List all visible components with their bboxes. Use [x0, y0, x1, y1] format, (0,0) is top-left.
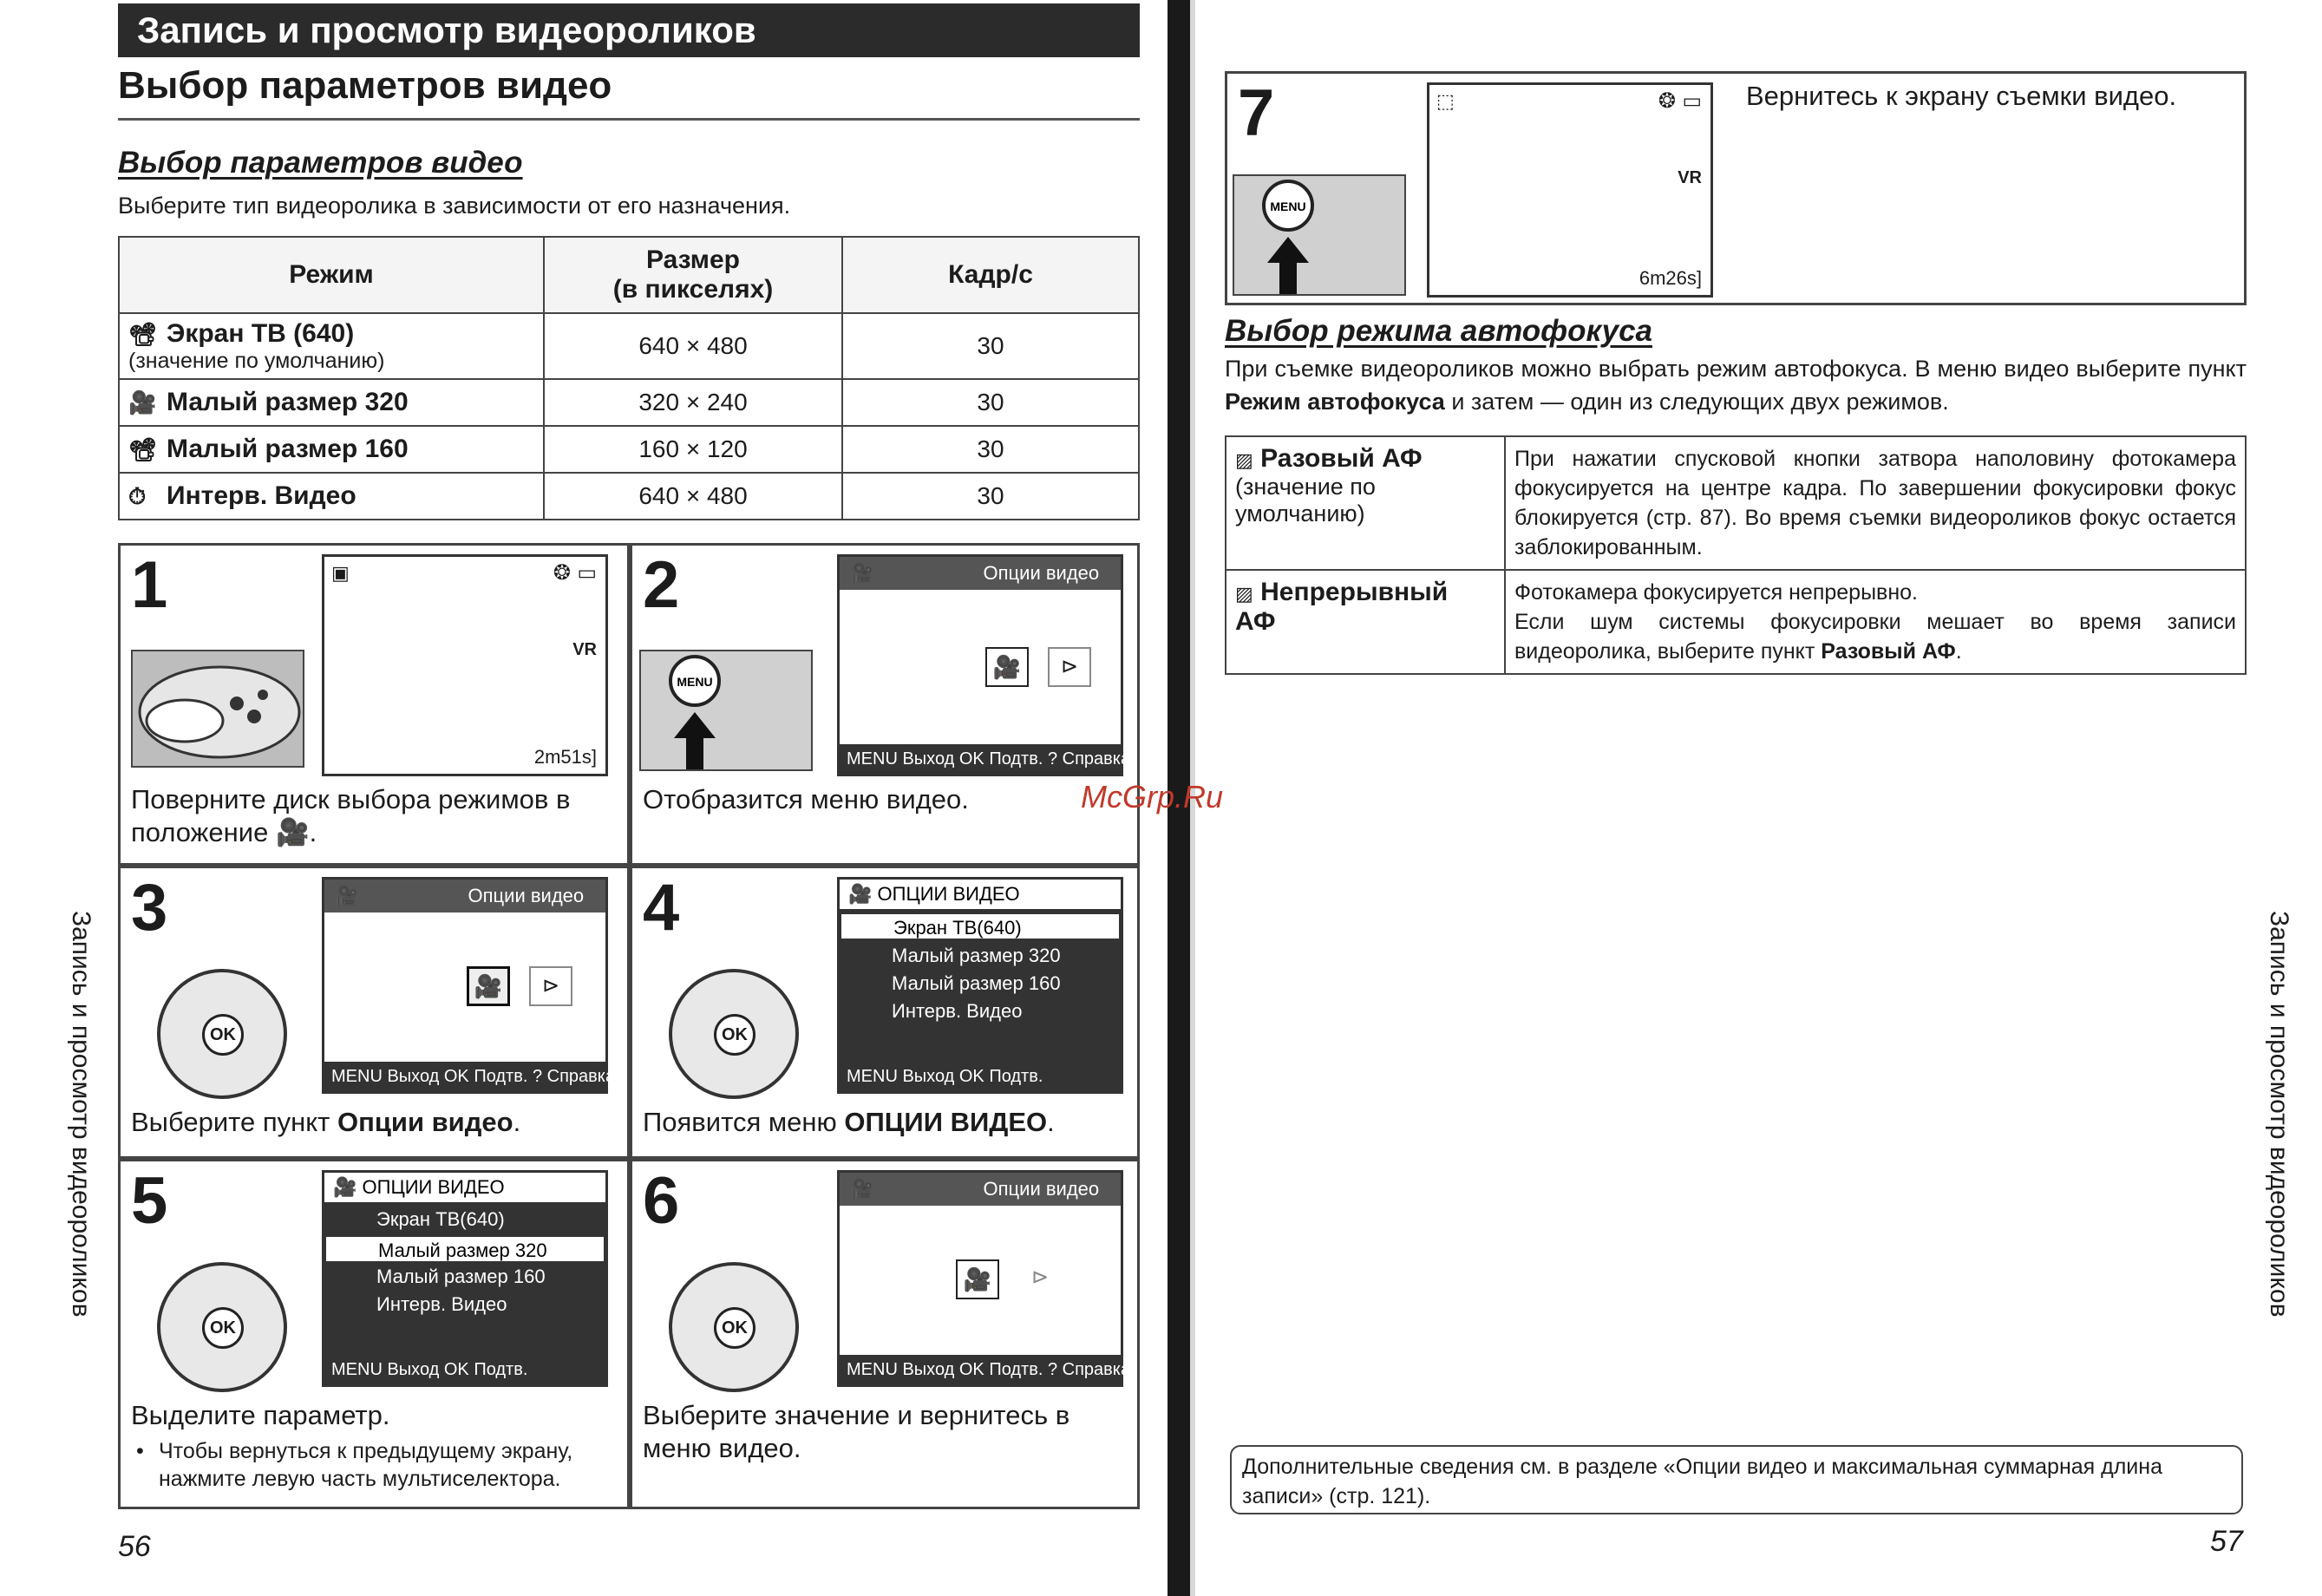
menu-button-icon — [1234, 176, 1408, 298]
table-row — [119, 379, 1139, 426]
step-4-bold: ОПЦИИ ВИДЕО — [844, 1107, 1048, 1137]
col-header-fps: Кадр/с — [842, 237, 1139, 313]
ok-button-icon: OK — [202, 1014, 244, 1056]
footer-confirm: Подтв. — [989, 749, 1043, 769]
menu-footer — [324, 1355, 605, 1384]
bullet-text: Чтобы вернуться к предыдущему экрану, нажмите левую часть мультиселектора. — [159, 1439, 573, 1491]
page-title: Выбор параметров видео — [118, 64, 612, 107]
col-header-mode: Режим — [119, 237, 544, 313]
menu-footer — [840, 1355, 1131, 1384]
step-number: 7 — [1238, 76, 1275, 150]
multi-selector-icon — [157, 969, 287, 1099]
step-text: Вернитесь к экрану съемки видео. — [1746, 81, 2177, 111]
menu-footer — [840, 1062, 1121, 1091]
table-row — [119, 426, 1139, 473]
footer-help: Справка — [1062, 749, 1131, 769]
footer-help: Справка — [546, 1067, 616, 1086]
mode-cell — [119, 379, 544, 426]
mode-label: Малый размер 160 — [167, 435, 409, 463]
menu-header — [840, 1173, 1121, 1206]
table-row — [1226, 436, 2246, 570]
menu-item-small160[interactable]: Малый размер 160 — [892, 972, 1061, 994]
movie-mode-icon: ▣ — [331, 562, 350, 584]
movie-icon: 🎥 — [850, 1178, 874, 1200]
table-row — [119, 313, 1139, 379]
note-box — [1230, 1445, 2243, 1514]
remaining-time: 6m26s] — [1638, 267, 1702, 289]
mode-label: Малый размер 320 — [167, 388, 409, 416]
af-mode-cell — [1226, 570, 1505, 674]
step-number: 1 — [131, 548, 168, 622]
svg-text:MENU: MENU — [1270, 200, 1306, 213]
table-header-row — [119, 237, 1139, 313]
title-rule — [118, 118, 1140, 121]
footer-exit: Выход — [387, 1067, 440, 1086]
camera-lcd-screen — [322, 554, 608, 776]
menu-item-small320[interactable]: Малый размер 320 — [892, 945, 1061, 966]
small-lp-movie-icon: 📽 — [128, 436, 158, 462]
section-intro: Выберите тип видеоролика в зависимости от его назначения. — [118, 193, 791, 219]
camera-lcd-screen — [1427, 82, 1713, 298]
footer-exit: Выход — [902, 749, 955, 769]
small-movie-icon: 🎥 — [128, 389, 157, 415]
video-options-menu — [322, 1170, 608, 1387]
remaining-time: 2m51s] — [533, 746, 597, 768]
menu-title: Опции видео — [468, 885, 585, 906]
video-menu-screen — [837, 554, 1131, 776]
ok-button-icon: OK — [714, 1307, 755, 1349]
menu-header: 🎥 ОПЦИИ ВИДЕО — [840, 880, 1121, 909]
step-bullet — [133, 1437, 615, 1493]
step-4-tail: . — [1047, 1107, 1055, 1137]
single-af-icon: ▨ — [1235, 449, 1253, 471]
size-cell: 640 × 480 — [544, 313, 842, 379]
footer-ok-key: OK — [958, 1360, 984, 1379]
fps-cell: 30 — [842, 426, 1139, 473]
menu-footer — [840, 744, 1131, 774]
frame-icon: ⬚ — [1436, 90, 1455, 112]
page-number-left: 56 — [118, 1530, 151, 1563]
video-menu-screen — [322, 877, 616, 1094]
menu-header — [324, 880, 605, 912]
step-text: Поверните диск выбора режимов в положение 🎥. — [131, 784, 571, 847]
step-3 — [118, 866, 630, 1159]
col-header-size: Размер (в пикселях) — [544, 237, 842, 313]
step-3-bold: Опции видео — [337, 1107, 513, 1137]
step-number: 4 — [643, 871, 680, 945]
intro-bold: Режим автофокуса — [1225, 389, 1445, 415]
video-modes-table — [118, 236, 1140, 520]
table-row — [1226, 570, 2246, 674]
movie-mode-icon: 🎥 — [275, 817, 310, 847]
menu-item-tv640[interactable]: Экран ТВ(640) — [840, 912, 1121, 940]
step-number: 2 — [643, 548, 680, 622]
step-7 — [1225, 71, 2247, 305]
footer-ok-key: OK — [958, 749, 984, 769]
menu-title: Опции видео — [983, 562, 1100, 584]
multi-selector-icon — [157, 1262, 287, 1392]
af-mode-note: (значение по умолчанию) — [1235, 474, 1376, 527]
af-mode-icon[interactable]: ⊳ — [529, 966, 572, 1006]
af-mode-icon[interactable]: ⊳ — [1030, 1266, 1050, 1289]
full-time-af-icon: ▨ — [1235, 583, 1253, 605]
menu-title: ОПЦИИ ВИДЕО — [877, 883, 1020, 905]
fps-cell: 30 — [842, 473, 1139, 520]
desc-line-1: Фотокамера фокусируется непрерывно. — [1514, 580, 1918, 605]
step-number: 3 — [131, 871, 168, 945]
section-heading-af-mode: Выбор режима автофокуса — [1225, 314, 1653, 348]
size-cell: 160 × 120 — [544, 426, 842, 473]
ok-button-icon: OK — [714, 1014, 755, 1056]
mode-dial-photo — [131, 650, 304, 768]
side-tab-label-left: Запись и просмотр видеороликов — [67, 911, 95, 1318]
camera-buttons-photo — [639, 650, 813, 771]
step-1-text: Поверните диск выбора режимов в положение — [131, 784, 571, 847]
af-mode-label: Непрерывный АФ — [1235, 578, 1449, 636]
af-mode-desc: При нажатии спусковой кнопки затвора наполовину фотокамера фокусируется на центре кадра. По завершении фокусировки фокус блокируется (стр. 87). Во время съемки видеороликов фокус остается заблокированным. — [1505, 436, 2246, 570]
camera-buttons-photo — [1233, 174, 1406, 296]
footer-ok-key: OK — [443, 1360, 469, 1379]
section-heading-video-options: Выбор параметров видео — [118, 146, 523, 180]
step-5 — [118, 1159, 630, 1509]
mode-cell — [119, 426, 544, 473]
movie-options-icon[interactable]: 🎥 — [985, 647, 1029, 687]
intro-text: При съемке видеороликов можно выбрать режим автофокуса. В меню видео выберите пункт — [1225, 356, 2247, 382]
intro-text-tail: и затем — один из следующих двух режимов. — [1444, 389, 1949, 415]
movie-icon: 🎥 — [335, 885, 359, 906]
help-icon: ? — [532, 1067, 543, 1086]
footer-confirm: Подтв. — [474, 1360, 528, 1379]
tv-movie-icon: 📽 — [128, 320, 158, 347]
card-icon: ▭ — [577, 561, 597, 585]
menu-item-timelapse[interactable]: Интерв. Видео — [376, 1293, 507, 1315]
chapter-title: Запись и просмотр видеороликов — [118, 3, 1140, 57]
mode-label: Экран ТВ (640) — [167, 318, 355, 348]
step-number: 6 — [643, 1164, 680, 1238]
step-3-text: Выберите пункт — [131, 1107, 337, 1137]
step-4-text: Появится меню — [643, 1107, 845, 1137]
desc-line-2: Если шум системы фокусировки мешает во время записи видеоролика, выберите пункт — [1514, 610, 2236, 664]
footer-menu-key: MENU — [847, 1360, 898, 1379]
footer-exit: Выход — [902, 1360, 955, 1379]
step-text: Отобразится меню видео. — [643, 784, 969, 814]
footer-menu-key: MENU — [847, 1067, 898, 1086]
menu-item-small160[interactable]: Малый размер 160 — [376, 1266, 546, 1287]
menu-title: Опции видео — [983, 1178, 1100, 1200]
af-modes-table — [1225, 435, 2247, 675]
step-1 — [118, 543, 630, 866]
mode-note: (значение по умолчанию) — [128, 348, 385, 373]
menu-item-timelapse[interactable]: Интерв. Видео — [892, 1000, 1023, 1022]
menu-item-small320[interactable]: Малый размер 320 — [324, 1235, 605, 1263]
svg-text:MENU: MENU — [677, 675, 713, 689]
af-icon: ❂ — [553, 561, 571, 585]
mode-label: Интерв. Видео — [167, 481, 356, 510]
size-cell: 320 × 240 — [544, 379, 842, 426]
movie-options-icon[interactable]: 🎥 — [956, 1259, 999, 1299]
footer-help: Справка — [1062, 1360, 1131, 1379]
movie-icon: 🎥 — [850, 562, 874, 584]
step-3-tail: . — [513, 1107, 521, 1137]
vr-icon: VR — [1678, 168, 1702, 187]
menu-footer — [324, 1062, 616, 1091]
video-menu-screen — [837, 1170, 1131, 1387]
vr-icon: VR — [572, 640, 597, 659]
help-icon: ? — [1047, 749, 1058, 769]
watermark: McGrp.Ru — [1081, 779, 1224, 814]
footer-menu-key: MENU — [331, 1360, 383, 1379]
time-lapse-movie-icon: ⏱ — [128, 483, 147, 509]
card-icon: ▭ — [1682, 89, 1702, 113]
step-2 — [630, 543, 1140, 866]
ok-button-icon: OK — [202, 1307, 244, 1349]
side-tab-label-right: Запись и просмотр видеороликов — [2265, 911, 2293, 1318]
desc-tail: . — [1955, 639, 1962, 664]
step-text — [643, 1106, 1128, 1139]
help-icon: ? — [1047, 1360, 1058, 1379]
mode-cell — [119, 313, 544, 379]
footer-confirm: Подтв. — [989, 1360, 1043, 1379]
movie-options-icon[interactable]: 🎥 — [467, 966, 510, 1006]
af-mode-desc — [1505, 570, 2246, 674]
af-icon: ❂ — [1658, 89, 1676, 113]
mode-dial-icon — [133, 651, 306, 769]
footer-menu-key: MENU — [331, 1067, 383, 1086]
af-section-intro — [1225, 352, 2247, 418]
af-mode-icon[interactable]: ⊳ — [1048, 647, 1091, 687]
footer-exit: Выход — [387, 1360, 440, 1379]
menu-header: 🎥 ОПЦИИ ВИДЕО — [324, 1173, 605, 1202]
video-options-menu — [837, 877, 1123, 1094]
multi-selector-icon — [669, 1262, 799, 1392]
footer-confirm: Подтв. — [989, 1067, 1043, 1086]
footer-menu-key: MENU — [847, 749, 898, 769]
page-number-right: 57 — [2210, 1525, 2243, 1558]
step-number: 5 — [131, 1164, 168, 1238]
fps-cell: 30 — [842, 313, 1139, 379]
footer-confirm: Подтв. — [474, 1067, 528, 1086]
af-mode-label: Разовый АФ — [1260, 444, 1423, 473]
af-mode-cell — [1226, 436, 1505, 570]
step-4 — [630, 866, 1140, 1159]
step-text — [131, 1106, 617, 1139]
size-cell: 640 × 480 — [544, 473, 842, 520]
step-6 — [630, 1159, 1140, 1509]
footer-ok-key: OK — [443, 1067, 469, 1086]
table-row — [119, 473, 1139, 520]
multi-selector-icon — [669, 969, 799, 1099]
menu-header — [840, 557, 1121, 590]
menu-title: ОПЦИИ ВИДЕО — [362, 1176, 505, 1198]
footer-ok-key: OK — [958, 1067, 984, 1086]
step-text: Выделите параметр. — [131, 1400, 390, 1430]
desc-bold: Разовый АФ — [1821, 639, 1956, 664]
fps-cell: 30 — [842, 379, 1139, 426]
mode-cell — [119, 473, 544, 520]
bullet-icon: • — [136, 1439, 144, 1463]
menu-button-icon — [641, 651, 814, 773]
note-text: Дополнительные сведения см. в разделе «Опции видео и максимальная суммарная длина записи» (стр. 121). — [1242, 1455, 2162, 1508]
step-text: Выберите значение и вернитесь в меню видео. — [643, 1400, 1070, 1463]
footer-exit: Выход — [902, 1067, 955, 1086]
menu-item-tv640[interactable]: Экран ТВ(640) — [376, 1208, 505, 1230]
